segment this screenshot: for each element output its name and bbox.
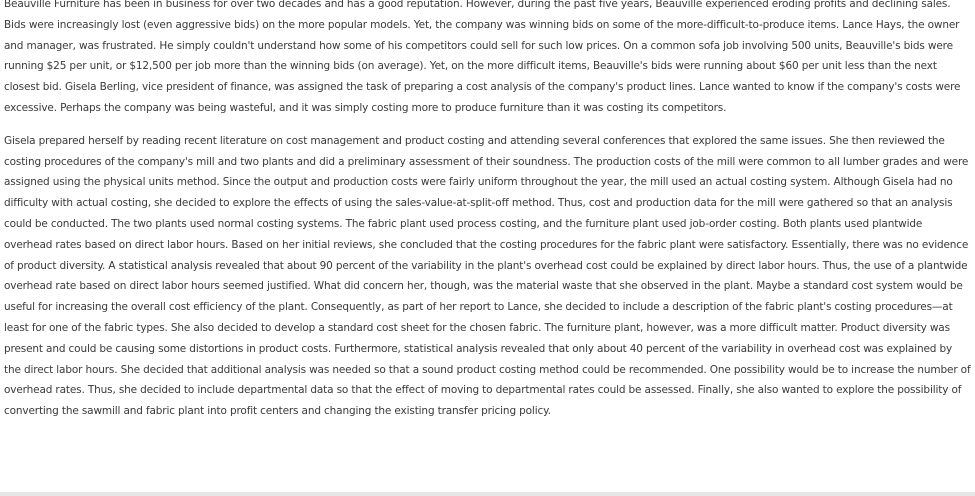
bottom-divider (0, 492, 975, 496)
case-paragraph-intro: Beauville Furniture has been in business for over two decades and has a good reputation. However, during the past five years, Beauville experienced eroding profits and declining sales. Bids were increasingly lost (even aggressive bids) on the more popular models. Yet, the company was winning bids on some of the more-difficult-to-produce items. Lance Hays, the owner and manager, was frustrated. He simply couldn't understand how some of his competitors could sell for such low prices. On a common sofa job involving 500 units, Beauville's bids were running $25 per unit, or $12,500 per job more than the winning bids (on average). Yet, on the more difficult items, Beauville's bids were running about $60 per unit less than the next closest bid. Gisela Berling, vice president of finance, was assigned the task of preparing a cost analysis of the company's product lines. Lance wanted to know if the company's costs were excessive. Perhaps the company was being wasteful, and it was simply costing more to produce furniture than it was costing its competitors. (4, 0, 961, 114)
case-paragraph-analysis: Gisela prepared herself by reading recent literature on cost management and product costing and attending several conferences that explored the same issues. She then reviewed the costing procedures of the company's mill and two plants and did a preliminary assessment of their soundness. The production costs of the mill were common to all lumber grades and were assigned using the physical units method. Since the output and production costs were fairly uniform throughout the year, the mill used an actual costing system. Although Gisela had no difficulty with actual costing, she decided to explore the effects of using the sales-value-at-split-off method. Thus, cost and production data for the mill were gathered so that an analysis could be conducted. The two plants used normal costing systems. The fabric plant used process costing, and the furniture plant used job-order costing. Both plants used plantwide overhead rates based on direct labor hours. Based on her initial reviews, she concluded that the costing procedures for the fabric plant were satisfactory. Essentially, there was no evidence of product diversity. A statistical analysis revealed that about 90 percent of the variability in the plant's overhead cost could be explained by direct labor hours. Thus, the use of a plantwide overhead rate based on direct labor hours seemed justified. What did concern her, though, was the material waste that she observed in the plant. Maybe a standard cost system would be useful for increasing the overall cost efficiency of the plant. Consequently, as part of her report to Lance, she decided to include a description of the fabric plant's costing procedures—at least for one of the fabric types. She also decided to develop a standard cost sheet for the chosen fabric. The furniture plant, however, was a more difficult matter. Product diversity was present and could be causing some distortions in product costs. Furthermore, statistical analysis revealed that only about 40 percent of the variability in overhead cost was explained by the direct labor hours. She decided that additional analysis was needed so that a sound product costing method could be recommended. One possibility would be to increase the number of overhead rates. Thus, she decided to include departmental data so that the effect of moving to departmental rates could be assessed. Finally, she also wanted to explore the possibility of converting the sawmill and fabric plant into profit centers and changing the existing transfer pricing policy. (4, 134, 971, 418)
